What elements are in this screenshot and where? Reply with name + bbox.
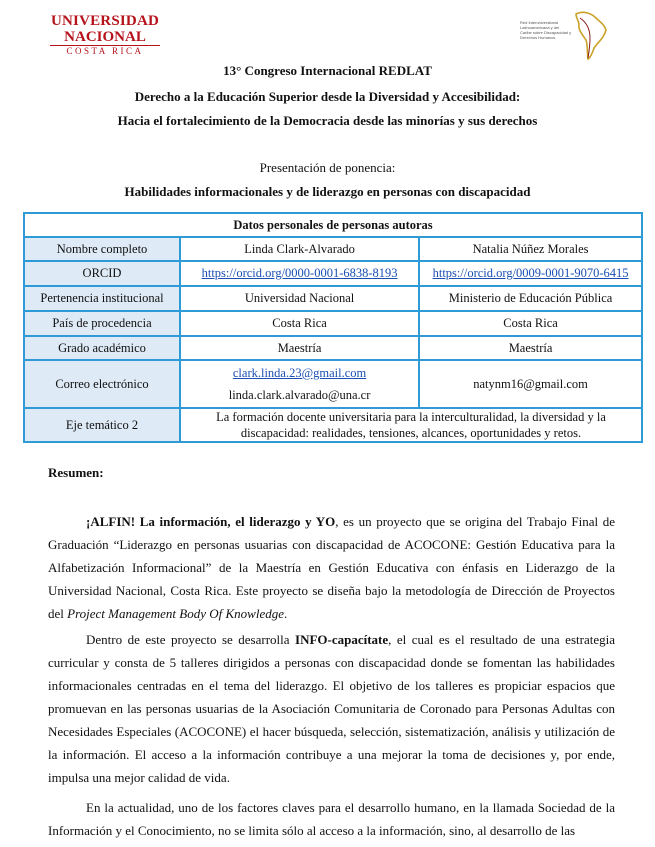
table-row [24, 237, 642, 261]
table-row [24, 360, 642, 408]
author1-email-alt: linda.clark.alvarado@una.cr [228, 388, 371, 402]
congress-title: 13° Congreso Internacional REDLAT [223, 63, 432, 78]
resumen-heading: Resumen: [48, 465, 104, 480]
row-label: Correo electrónico [24, 360, 180, 408]
p1-bold: ¡ALFIN! La información, el liderazgo y YO [86, 514, 336, 529]
logo-line-2: NACIONAL [50, 29, 160, 46]
author1-country: Costa Rica [180, 311, 419, 336]
author2-degree: Maestría [419, 336, 642, 360]
table-title: Datos personales de personas autoras [24, 213, 642, 237]
row-label: Grado académico [24, 336, 180, 360]
author2-orcid-link[interactable]: https://orcid.org/0009-0001-9070-6415 [432, 266, 629, 280]
theme-line-1: Derecho a la Educación Superior desde la Diversidad y Accesibilidad: [134, 89, 521, 104]
logo-line-3: COSTA RICA [66, 46, 144, 56]
author2-country: Costa Rica [419, 311, 642, 336]
abstract-paragraph-2 [48, 628, 615, 789]
p1-end: . [284, 606, 288, 621]
redlat-logo [520, 8, 610, 58]
row-label: Eje temático 2 [24, 408, 180, 442]
p1-text: , es un proyecto que se origina del Trabajo Final de Graduación “Liderazgo en personas usuarias con discapacidad de ACOCONE: Gestión Educativa para la Alfabetización Informacional” de la Maestría en Gestión Educativa con énfasis en Liderazgo de la Universidad Nacional, Costa Rica. Este proyecto se diseña bajo la metodología de Dirección de Proyectos del [48, 514, 615, 621]
author2-email: natynm16@gmail.com [419, 360, 642, 408]
p2-text: , el cual es el resultado de una estrategia curricular y consta de 5 talleres dirigidos a personas con discapacidad donde se fomentan las habilidades informacionales centradas en el tema del liderazgo. El objetivo de los talleres es propiciar espacios que promuevan en las personas usuarias de la Asociación Comunitaria de Coronado para Personas Adultas con Necesidades Especiales (ACOCONE) el hacer búsqueda, selección, sistematización, análisis y utilización de la información. El acceso a la información contribuye a una mejorar la toma de decisiones y, por ende, impulsa una mejor calidad de vida. [48, 632, 615, 785]
author1-orcid-link[interactable]: https://orcid.org/0000-0001-6838-8193 [201, 266, 398, 280]
author1-degree: Maestría [180, 336, 419, 360]
author1-orcid-cell [180, 261, 419, 286]
row-label: ORCID [24, 261, 180, 286]
latin-america-map-icon [570, 8, 610, 60]
p2-start: Dentro de este proyecto se desarrolla [86, 632, 296, 647]
table-row [24, 261, 642, 286]
author1-email-link[interactable]: clark.linda.23@gmail.com [232, 366, 367, 380]
thematic-axis-text: La formación docente universitaria para la interculturalidad, la diversidad y la discapacidad: realidades, tensiones, alcances, oportunidades y retos. [180, 408, 642, 442]
theme-line-2: Hacia el fortalecimiento de la Democracia desde las minorías y sus derechos [117, 113, 538, 128]
presentation-label: Presentación de ponencia: [259, 160, 396, 175]
table-row [24, 408, 642, 442]
abstract-paragraph-1 [48, 510, 615, 625]
author2-orcid-cell [419, 261, 642, 286]
row-label: Nombre completo [24, 237, 180, 261]
author2-name: Natalia Núñez Morales [419, 237, 642, 261]
author1-email-cell [180, 360, 419, 408]
row-label: Pertenencia institucional [24, 286, 180, 311]
author1-institution: Universidad Nacional [180, 286, 419, 311]
p2-bold: INFO-capacítate [295, 632, 389, 647]
table-row [24, 311, 642, 336]
author1-name: Linda Clark-Alvarado [180, 237, 419, 261]
redlat-logo-text: Red Interuniversitaria Latinoamericana y del Caribe sobre Discapacidad y Derechos Humanos [520, 20, 572, 40]
table-row [24, 286, 642, 311]
row-label: País de procedencia [24, 311, 180, 336]
table-row [24, 336, 642, 360]
authors-table [23, 212, 643, 443]
universidad-nacional-logo [50, 14, 160, 57]
logo-line-1: UNIVERSIDAD [50, 13, 160, 29]
p1-italic: Project Management Body Of Knowledge [67, 606, 284, 621]
author2-institution: Ministerio de Educación Pública [419, 286, 642, 311]
paper-title: Habilidades informacionales y de liderazgo en personas con discapacidad [124, 184, 531, 199]
p3-text: En la actualidad, uno de los factores claves para el desarrollo humano, en la llamada Sociedad de la Información y el Conocimiento, no se limita sólo al acceso a la información, sino, al desarrollo de las [48, 800, 615, 838]
abstract-paragraph-3 [48, 796, 615, 842]
